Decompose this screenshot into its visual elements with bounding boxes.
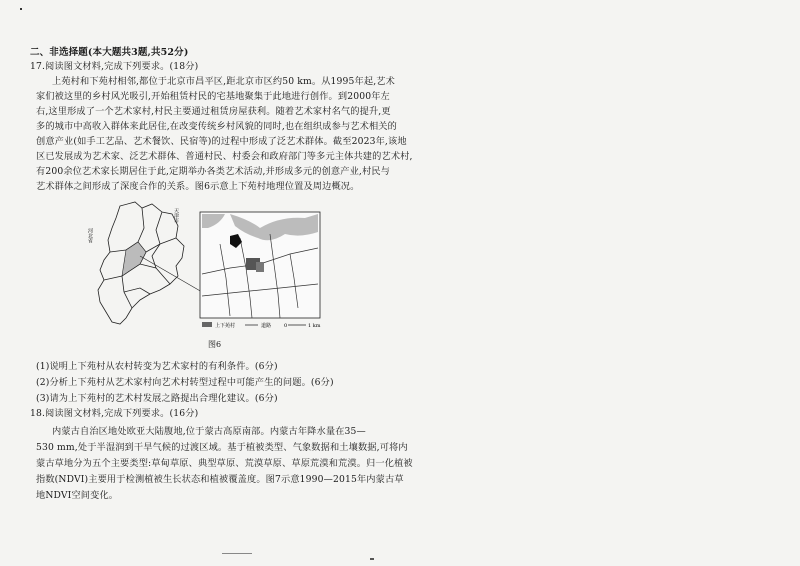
scale-one-km: 1 km (308, 323, 321, 329)
legend-road-label: 道路 (261, 323, 272, 329)
figure-6-caption: 图6 (208, 340, 222, 349)
q17-para-line: 有200余位艺术家长期居住于此,定期举办各类艺术活动,并形成多元的创意产业,村民与 (36, 166, 391, 177)
scan-mark (20, 8, 22, 10)
q18-para-line: 指数(NDVI)主要用于检测植被生长状态和植被覆盖度。图7示意1990—2015年内蒙古草 (36, 474, 404, 485)
beijing-map (98, 202, 184, 324)
q18-para-line: 蒙古草地分为五个主要类型:草甸草原、典型草原、荒漠草原、草原荒漠和荒漠。归一化植被 (36, 458, 413, 469)
q17-para-line: 上苑村和下苑村相邻,都位于北京市昌平区,距北京市区约50 km。从1995年起,艺术 (52, 76, 395, 87)
scale-zero: 0 (284, 323, 288, 329)
section-header: 二、非选择题(本大题共3题,共52分) (30, 47, 189, 58)
label-hebei: 河北省 (87, 228, 93, 243)
legend-village-swatch (202, 322, 212, 327)
q18-para-line: 内蒙古自治区地处欧亚大陆腹地,位于蒙古高原南部。内蒙古年降水量在35— (52, 426, 366, 437)
q17-subquestion-1: (1)说明上下苑村从农村转变为艺术家村的有利条件。(6分) (36, 361, 278, 372)
q17-para-line: 创意产业(如手工艺品、艺术餐饮、民宿等)的过程中形成了泛艺术群体。截至2023年,该地 (36, 136, 407, 147)
changping-district (122, 242, 146, 276)
q18-para-line: 530 mm,处于半湿润到干旱气候的过渡区域。基于植被类型、气象数据和土壤数据,可将内 (36, 442, 408, 453)
q18-para-line: 地NDVI空间变化。 (36, 490, 119, 501)
pointer-line (140, 256, 202, 292)
footer-mark (370, 558, 374, 560)
q17-para-line: 区已发展成为艺术家、泛艺术群体、普通村民、村委会和政府部门等多元主体共建的艺术村, (36, 151, 413, 162)
village-patch (256, 262, 264, 272)
figure-6 (80, 198, 330, 338)
figure-6-svg (80, 198, 330, 338)
footer-mark (222, 553, 252, 554)
q17-stem: 17.阅读图文材料,完成下列要求。(18分) (30, 61, 199, 72)
q17-subquestion-2: (2)分析上下苑村从艺术家村向艺术村转型过程中可能产生的问题。(6分) (36, 377, 334, 388)
q17-subquestion-3: (3)请为上下苑村的艺术村发展之路提出合理化建议。(6分) (36, 393, 278, 404)
legend-village-label: 上下苑村 (215, 323, 236, 329)
q17-para-line: 多的城市中高收入群体来此居住,在改变传统乡村风貌的同时,也在组织成参与艺术相关的 (36, 121, 397, 132)
q17-para-line: 艺术群体之间形成了深度合作的关系。图6示意上下苑村地理位置及周边概况。 (36, 181, 360, 192)
q17-para-line: 家们被这里的乡村风光吸引,开始租赁村民的宅基地聚集于此地进行创作。到2000年左 (36, 91, 390, 102)
q18-stem: 18.阅读图文材料,完成下列要求。(16分) (30, 408, 199, 419)
label-tianjin: 天津市 (173, 208, 179, 223)
q17-para-line: 右,这里形成了一个艺术家村,村民主要通过租赁房屋获利。随着艺术家村名气的提升,更 (36, 106, 391, 117)
